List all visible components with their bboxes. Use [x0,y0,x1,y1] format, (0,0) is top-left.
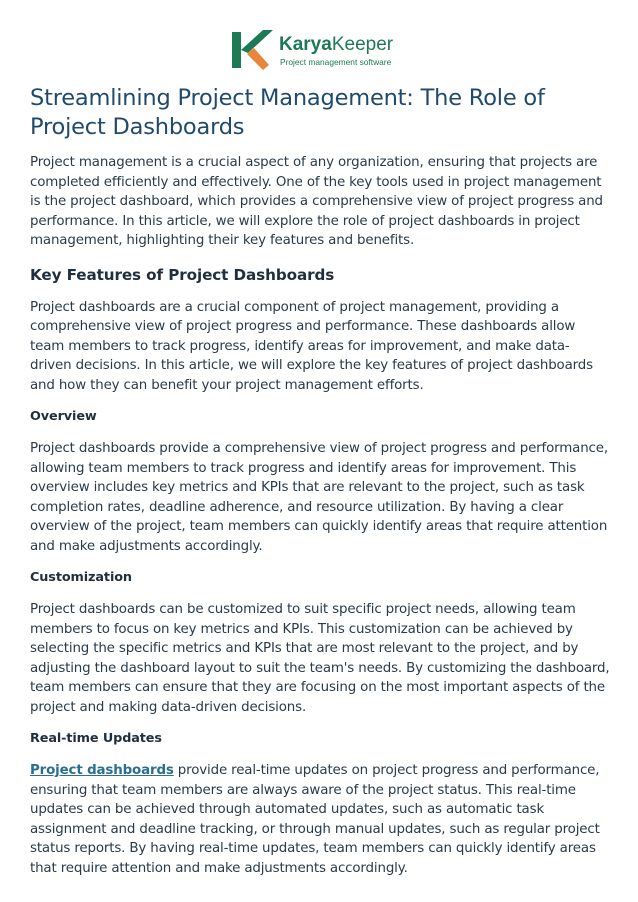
subsection-heading-overview: Overview [30,409,97,424]
subsection-body-overview: Project dashboards provide a comprehensive view of project progress and performance, allowing team members to track progress and identify areas for improvement. This overview includes key metrics and KPIs that are relevant to the project, such as task completion rates, deadline adherence, and resource utilization. By having a clear overview of the project, team members can quickly identify areas that require attention and make adjustments accordingly. [30,441,608,554]
karyakeeper-logo-mark-icon [230,28,274,72]
brand-name-bold: Karya [279,34,332,55]
brand-name-light: Keeper [331,34,394,55]
article-body [30,153,610,878]
intro-paragraph: Project management is a crucial aspect of any organization, ensuring that projects are completed efficiently and effectively. One of the key tools used in project management is the project dashboard, which provides a comprehensive view of project progress and performance. In this article, we will explore the role of project dashboards in project management, highlighting their key features and benefits. [30,155,603,248]
subsection-heading-customization: Customization [30,570,132,585]
subsection-body-customization: Project dashboards can be customized to suit specific project needs, allowing team members to focus on key metrics and KPIs. This customization can be achieved by selecting the specific metrics and KPIs that are most relevant to the project, and by adjusting the dashboard layout to suit the team's needs. By customizing the dashboard, team members can ensure that they are focusing on the most important aspects of the project and making data-driven decisions. [30,602,610,715]
real-time-updates-text: provide real-time updates on project progress and performance, ensuring that team members are always aware of the project status. This real-time updates can be achieved through automated updates, such as automatic task assignment and deadline tracking, or through manual updates, such as regular project status reports. By having real-time updates, team members can quickly identify areas that require attention and make adjustments accordingly. [30,763,600,876]
section-intro-paragraph: Project dashboards are a crucial component of project management, providing a comprehensive view of project progress and performance. These dashboards allow team members to track progress, identify areas for improvement, and make data-driven decisions. In this article, we will explore the key features of project dashboards and how they can benefit your project management efforts. [30,299,593,393]
article-title: Streamlining Project Management: The Role of Project Dashboards [30,85,545,140]
brand-name [279,34,393,56]
logo[interactable] [230,28,420,72]
subsection-heading-real-time-updates: Real-time Updates [30,731,162,746]
section-heading: Key Features of Project Dashboards [30,265,335,284]
brand-tagline: Project management software [280,57,392,67]
subsection-body-real-time-updates [30,761,610,878]
project-dashboards-link[interactable]: Project dashboards [30,763,174,778]
